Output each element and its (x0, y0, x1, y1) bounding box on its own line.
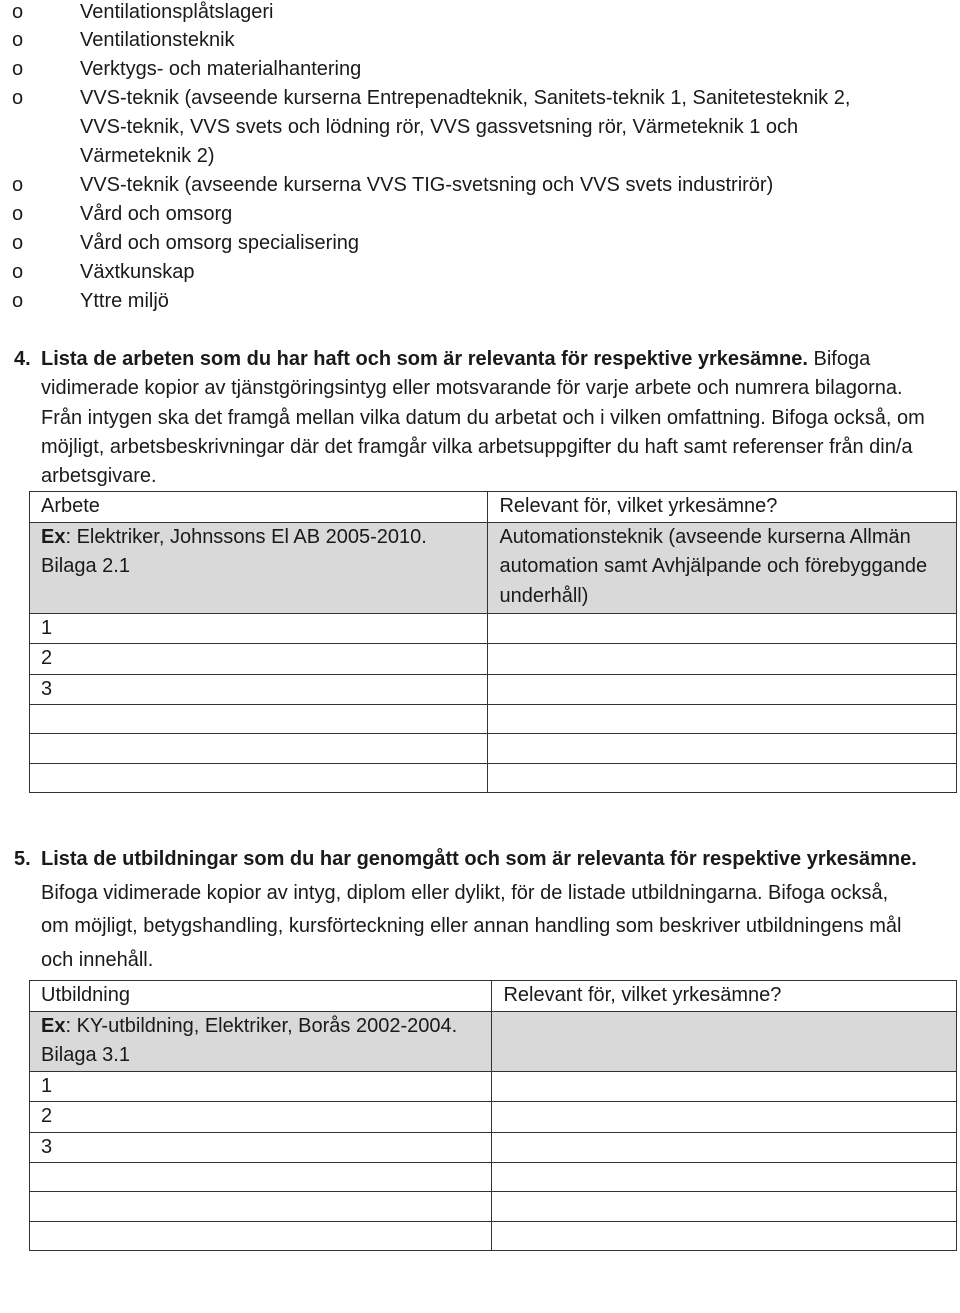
table-header-row (30, 492, 957, 523)
table-row (30, 674, 957, 705)
section-body: Bifoga vidimerade kopior av intyg, diplom eller dylikt, för de listade utbildningarna. Bifoga också, om möjligt, betygshandling, kursförteckning eller annan handling som beskriver utbildningens mål och innehåll. (41, 881, 902, 971)
table-cell[interactable] (30, 1222, 492, 1251)
bullet-marker: o (12, 290, 24, 312)
table-row (30, 734, 957, 764)
table-cell[interactable] (488, 705, 957, 734)
example-cell: Ex: Elektriker, Johnssons El AB 2005-2010. Bilaga 2.1 (30, 522, 488, 613)
bullet-marker: o (12, 261, 24, 283)
section-text (41, 843, 921, 977)
table-cell[interactable] (488, 674, 957, 705)
table-cell[interactable] (488, 613, 957, 644)
table-cell[interactable]: 3 (30, 674, 488, 705)
bullet-marker: o (12, 87, 24, 109)
table-cell[interactable] (30, 734, 488, 764)
column-header: Utbildning (30, 981, 492, 1012)
bullet-marker: o (12, 174, 24, 196)
table-row (30, 764, 957, 793)
table-cell[interactable]: 2 (30, 1102, 492, 1133)
table-cell[interactable] (488, 734, 957, 764)
table-row (30, 1132, 957, 1163)
table-row (30, 613, 957, 644)
table-cell[interactable] (488, 764, 957, 793)
section-text (41, 345, 946, 491)
table-cell[interactable]: 3 (30, 1132, 492, 1163)
example-cell (492, 1011, 957, 1071)
table-cell[interactable] (30, 1192, 492, 1222)
example-row (30, 522, 957, 613)
section-body: Bifoga vidimerade kopior av tjänstgöringsintyg eller motsvarande för varje arbete och numrera bilagorna. Från intygen ska det framgå mellan vilka datum du arbetat och i vilken omfattning. Bifoga också, om möjligt, arbetsbeskrivningar där det framgår vilka arbetsuppgifter du haft samt referenser från din/a arbetsgivare. (41, 348, 925, 488)
table-cell[interactable]: 2 (30, 644, 488, 675)
section-number: 4. (14, 348, 31, 370)
bullet-marker: o (12, 29, 24, 51)
table-cell[interactable]: 1 (30, 613, 488, 644)
example-cell: Ex: KY-utbildning, Elektriker, Borås 2002-2004. Bilaga 3.1 (30, 1011, 492, 1071)
bullet-marker: o (12, 58, 24, 80)
table-row (30, 1192, 957, 1222)
table-row (30, 644, 957, 675)
table-cell[interactable] (492, 1102, 957, 1133)
table-cell[interactable] (30, 1163, 492, 1192)
table-header-row (30, 981, 957, 1012)
table-cell[interactable] (30, 764, 488, 793)
table-cell[interactable] (492, 1222, 957, 1251)
section-heading: Lista de utbildningar som du har genomgått och som är relevanta för respektive yrkesämne. (41, 848, 917, 870)
table-row (30, 1102, 957, 1133)
section-number: 5. (14, 848, 31, 870)
table-cell[interactable] (492, 1071, 957, 1102)
column-header: Relevant för, vilket yrkesämne? (488, 492, 957, 523)
education-table (29, 980, 957, 1251)
example-cell: Automationsteknik (avseende kurserna Allmän automation samt Avhjälpande och förebyggande underhåll) (488, 522, 957, 613)
table-cell[interactable] (492, 1163, 957, 1192)
table-cell[interactable] (30, 705, 488, 734)
bullet-marker: o (12, 203, 24, 225)
column-header: Arbete (30, 492, 488, 523)
table-row (30, 705, 957, 734)
table-cell[interactable] (488, 644, 957, 675)
table-row (30, 1163, 957, 1192)
table-cell[interactable] (492, 1192, 957, 1222)
table-row (30, 1222, 957, 1251)
example-row (30, 1011, 957, 1071)
bullet-marker: o (12, 232, 24, 254)
table-row (30, 1071, 957, 1102)
section-heading: Lista de arbeten som du har haft och som är relevanta för respektive yrkesämne. (41, 348, 808, 370)
jobs-table (29, 491, 957, 793)
table-cell[interactable] (492, 1132, 957, 1163)
column-header: Relevant för, vilket yrkesämne? (492, 981, 957, 1012)
table-cell[interactable]: 1 (30, 1071, 492, 1102)
bullet-marker: o (12, 1, 24, 23)
